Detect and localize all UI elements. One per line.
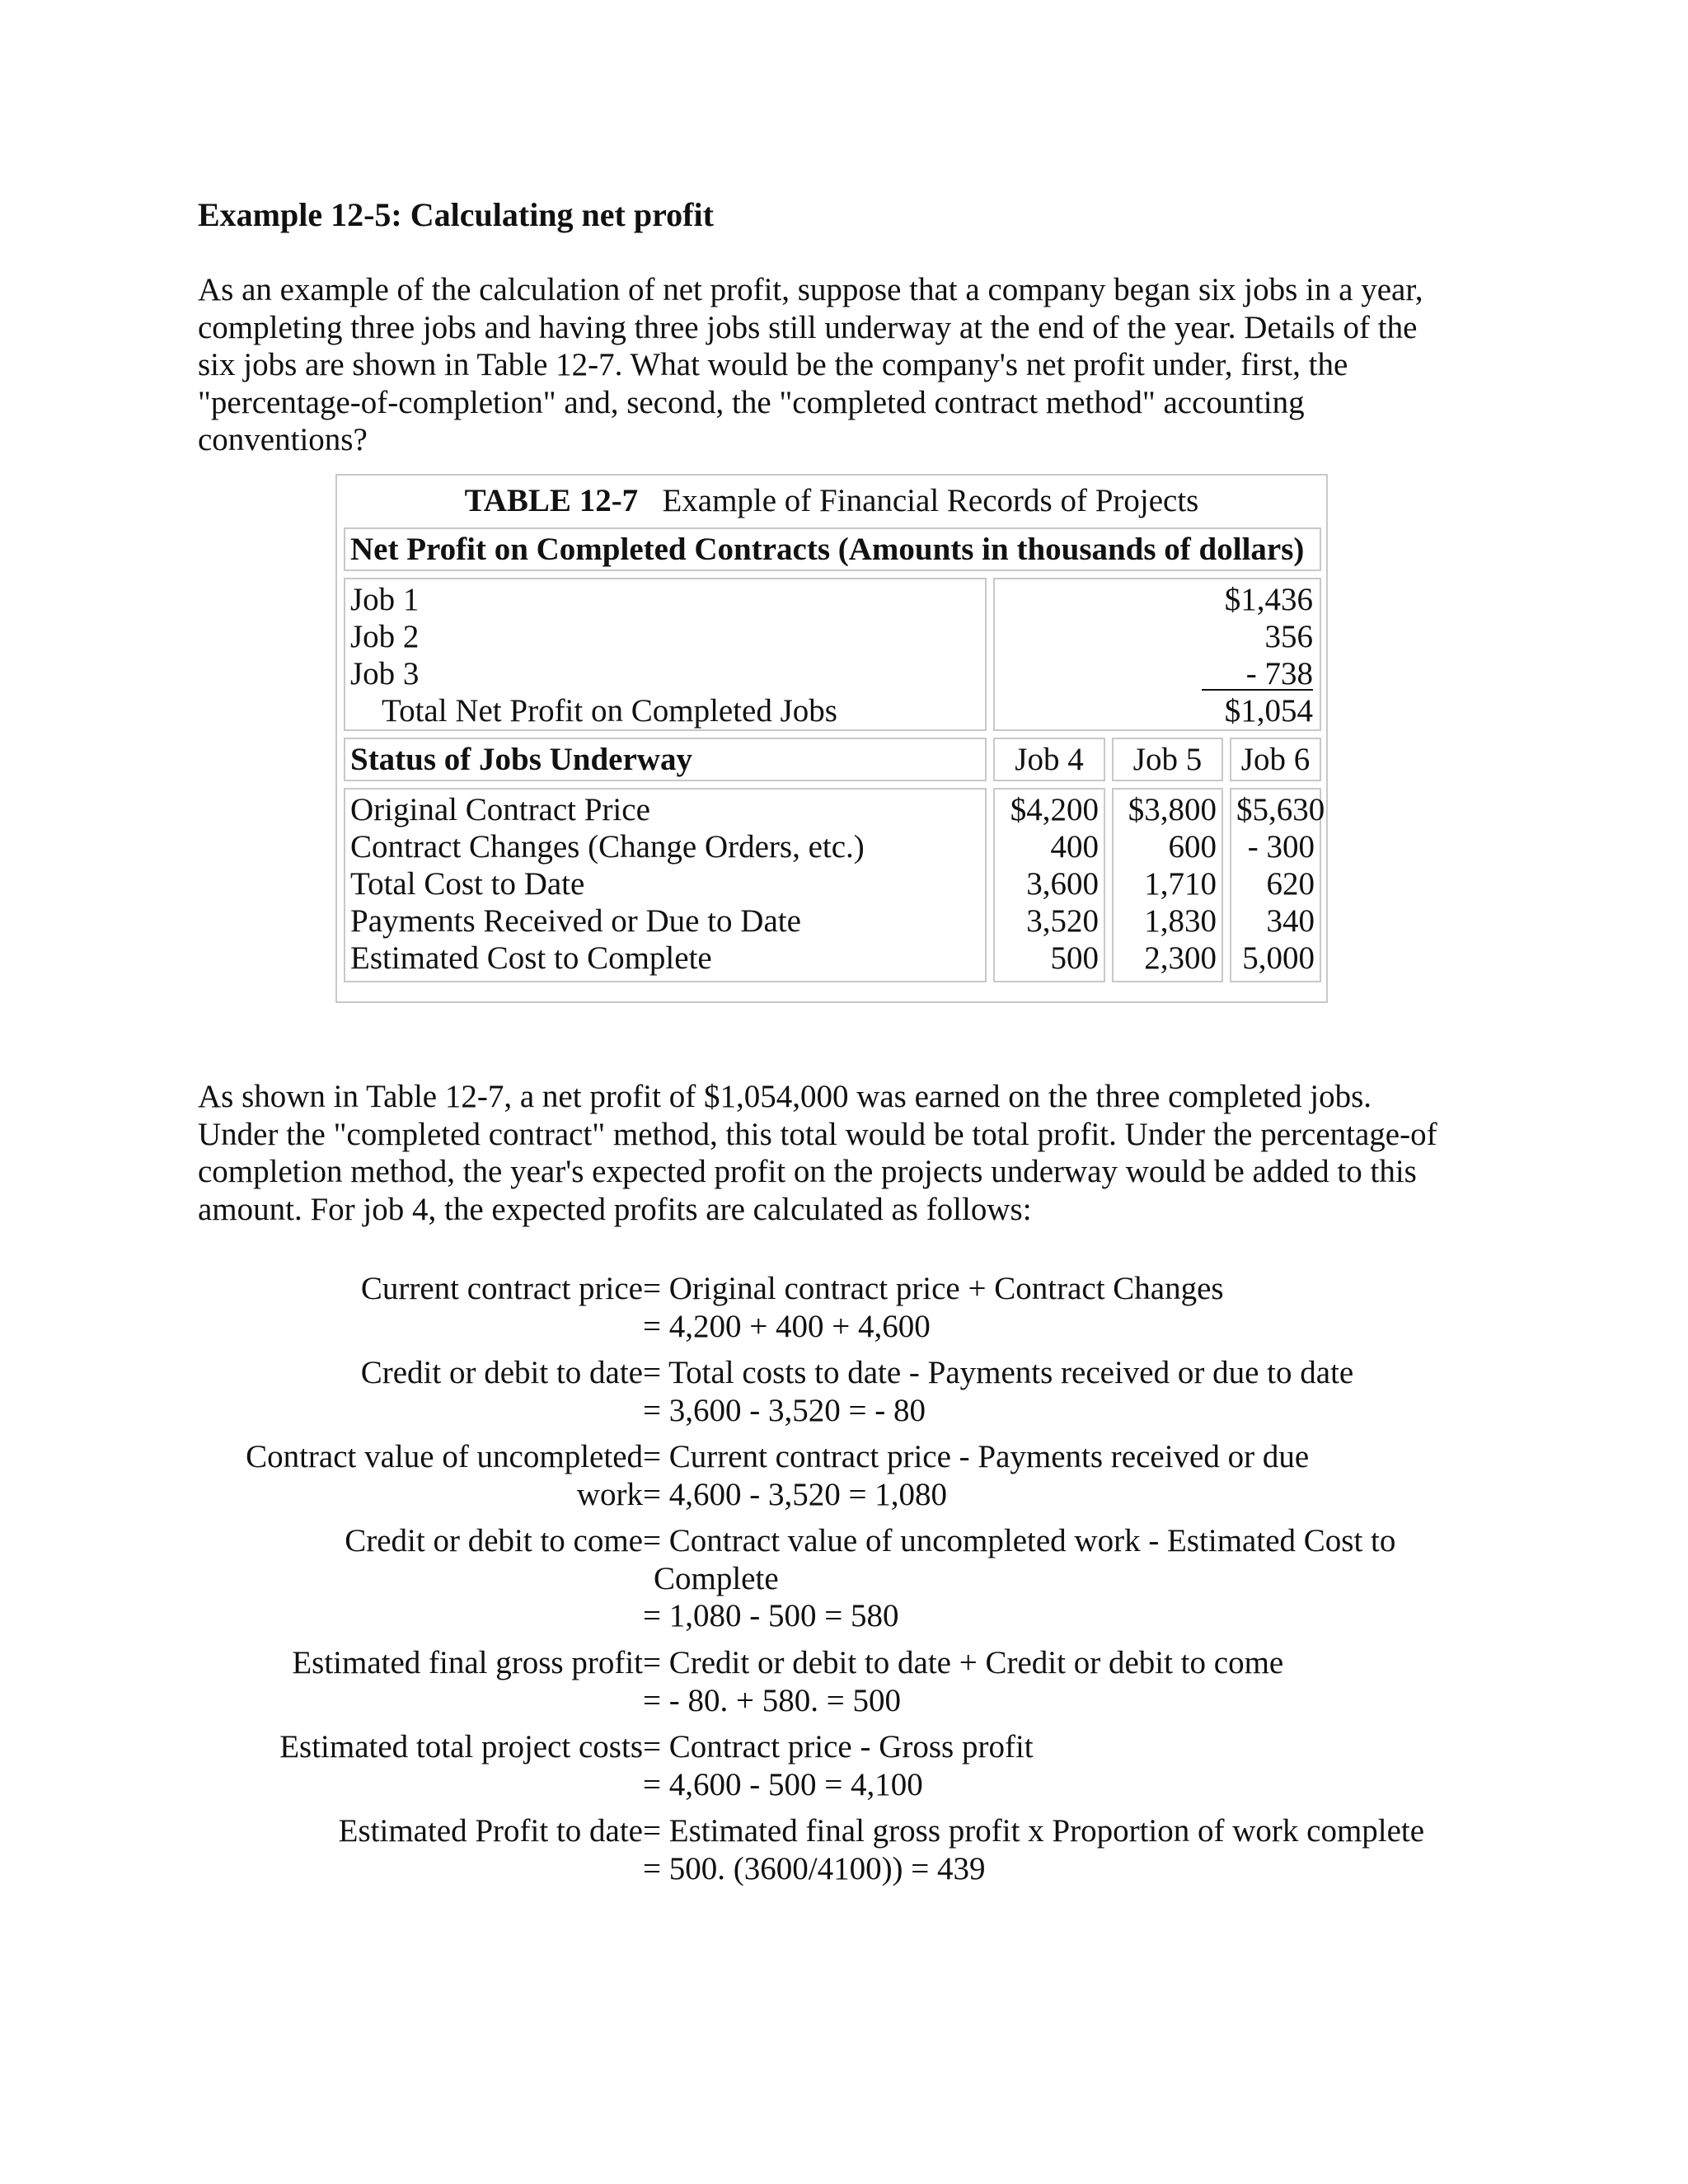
underway-row-label: Payments Received or Due to Date <box>350 903 801 939</box>
job-value: 1,710 <box>1144 866 1217 902</box>
intro-line: conventions? <box>198 422 368 457</box>
completed-job-value: $1,436 <box>1224 582 1313 617</box>
equation-term: Contract value of uncompleted work <box>246 1439 643 1512</box>
equation-term: Credit or debit to date <box>360 1355 643 1390</box>
job-value: 5,000 <box>1242 940 1315 976</box>
table-caption-number: TABLE 12-7 <box>464 483 639 518</box>
equation-term: Estimated total project costs <box>279 1729 643 1765</box>
job-value: $4,200 <box>1010 792 1099 827</box>
equation-expression: = Estimated final gross profit x Proportion of work complete = 500. (3600/4100)) = 439 <box>643 1813 1425 1886</box>
job-value: $3,800 <box>1128 792 1217 827</box>
intro-line: six jobs are shown in Table 12-7. What would be the company's net profit under, first, the <box>198 347 1348 382</box>
underway-row-label: Total Cost to Date <box>350 866 585 902</box>
financial-records-table <box>335 474 1328 1003</box>
job-header: Job 5 <box>1112 738 1223 781</box>
job-5-values <box>1112 788 1223 982</box>
explanation-line: completion method, the year's expected profit on the projects underway would be added to this <box>198 1154 1417 1189</box>
completed-contracts-title: Net Profit on Completed Contracts (Amounts in thousands of dollars) <box>344 527 1321 571</box>
explanation-line: amount. For job 4, the expected profits are calculated as follows: <box>198 1191 1032 1227</box>
equation-term: Credit or debit to come <box>345 1523 643 1558</box>
equation-term: Estimated Profit to date <box>338 1813 643 1849</box>
table-caption-text: Example of Financial Records of Projects <box>662 483 1199 518</box>
underway-row-label: Estimated Cost to Complete <box>350 940 712 976</box>
underway-labels <box>344 788 987 982</box>
job-value: 1,830 <box>1144 903 1217 939</box>
completed-job-label: Job 2 <box>350 619 420 654</box>
subtotal-rule <box>1202 689 1313 691</box>
total-completed-label: Total Net Profit on Completed Jobs <box>382 693 837 729</box>
jobs-underway-title: Status of Jobs Underway <box>344 738 987 781</box>
explanation-paragraph <box>198 1078 1484 1228</box>
table-caption <box>337 482 1326 519</box>
job-value: 620 <box>1266 866 1315 902</box>
completed-jobs-values <box>993 578 1321 731</box>
completed-job-value: - 738 <box>1001 655 1313 692</box>
explanation-line: As shown in Table 12-7, a net profit of $1,054,000 was earned on the three completed jobs. <box>198 1079 1372 1114</box>
job-value: 2,300 <box>1144 940 1217 976</box>
equation-expression: = Contract price - Gross profit = 4,600 - 500 = 4,100 <box>643 1729 1034 1802</box>
equation-expression: = Total costs to date - Payments received or due to date = 3,600 - 3,520 = - 80 <box>643 1355 1354 1428</box>
example-heading: Example 12-5: Calculating net profit <box>198 196 714 233</box>
completed-job-label: Job 3 <box>350 656 420 691</box>
job-6-values <box>1230 788 1325 982</box>
job-header: Job 4 <box>993 738 1105 781</box>
intro-paragraph <box>198 271 1484 459</box>
underway-row-label: Contract Changes (Change Orders, etc.) <box>350 829 865 865</box>
job-value: 3,600 <box>1026 866 1099 902</box>
completed-job-label: Job 1 <box>350 582 420 617</box>
job-value: 400 <box>1050 829 1099 865</box>
underway-row-label: Original Contract Price <box>350 792 650 827</box>
job-header: Job 6 <box>1230 738 1321 781</box>
completed-job-value: 356 <box>1264 619 1313 654</box>
job-value: - 300 <box>1247 829 1315 865</box>
job-value: 340 <box>1266 903 1315 939</box>
job-4-values <box>993 788 1105 982</box>
job-value: $5,630 <box>1236 792 1325 827</box>
intro-line: completing three jobs and having three jobs still underway at the end of the year. Details of the <box>198 309 1418 345</box>
equation-expression: = Current contract price - Payments received or due = 4,600 - 3,520 = 1,080 <box>643 1439 1310 1512</box>
explanation-line: Under the "completed contract" method, this total would be total profit. Under the percentage-of <box>198 1116 1437 1152</box>
intro-line: "percentage-of-completion" and, second, the "completed contract method" accounting <box>198 384 1305 420</box>
completed-jobs-labels <box>344 578 987 731</box>
equation-term: Estimated final gross profit <box>292 1645 643 1680</box>
equation-expression: = Contract value of uncompleted work - Estimated Cost to Complete = 1,080 - 500 = 580 <box>643 1523 1396 1633</box>
job-value: 3,520 <box>1026 903 1099 939</box>
total-completed-value: $1,054 <box>1224 693 1313 729</box>
intro-line: As an example of the calculation of net profit, suppose that a company began six jobs in a year, <box>198 272 1423 307</box>
job-value: 500 <box>1050 940 1099 976</box>
equation-expression: = Original contract price + Contract Changes = 4,200 + 400 + 4,600 <box>643 1271 1224 1344</box>
equation-expression: = Credit or debit to date + Credit or debit to come = - 80. + 580. = 500 <box>643 1645 1284 1718</box>
equation-term: Current contract price <box>360 1271 643 1306</box>
job-value: 600 <box>1168 829 1217 865</box>
